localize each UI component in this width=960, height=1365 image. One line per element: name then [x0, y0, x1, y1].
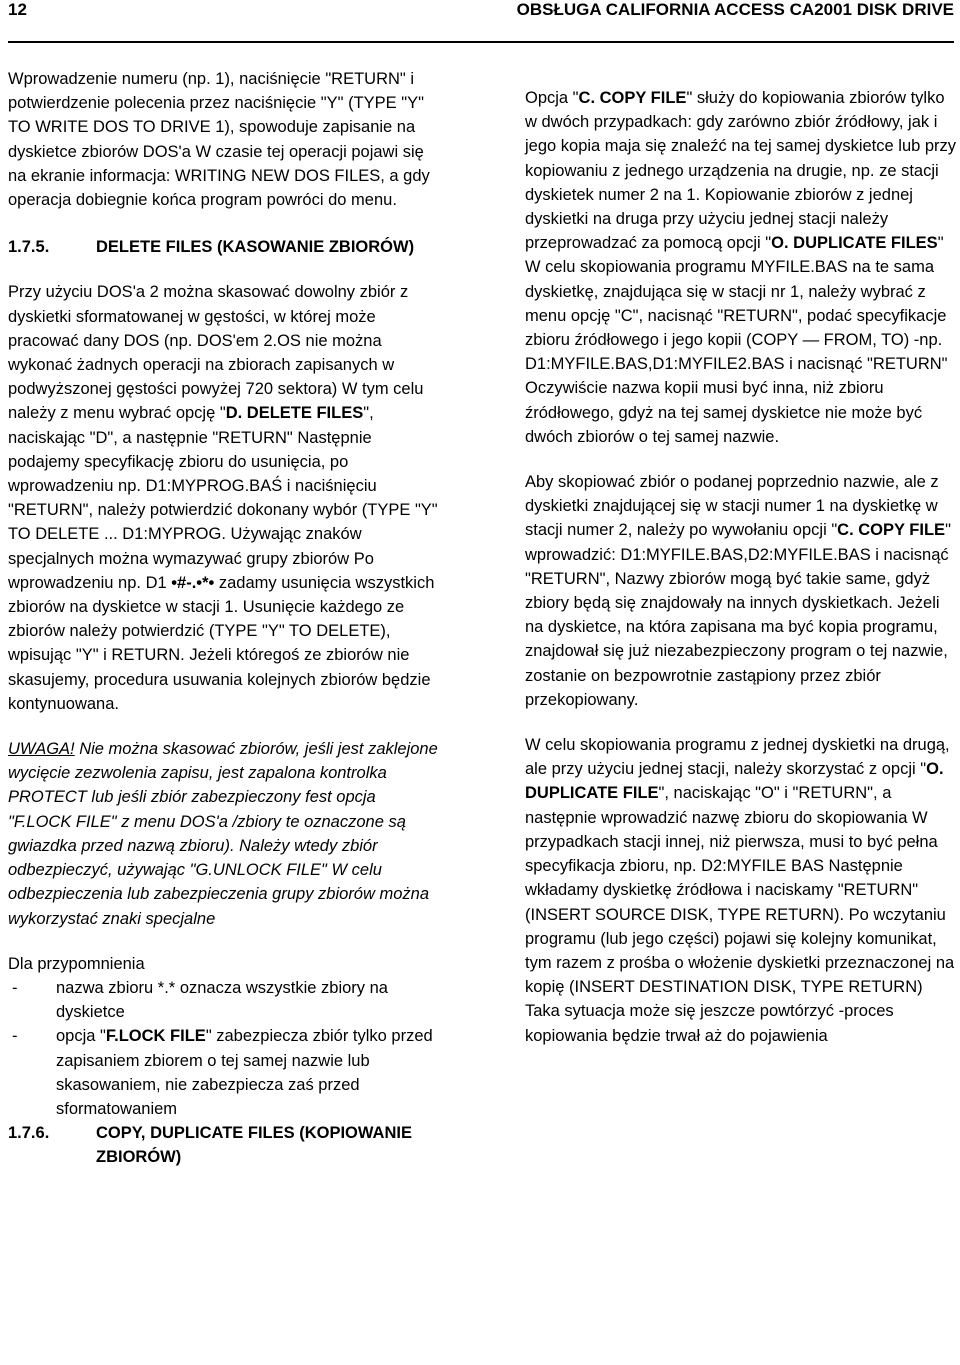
reminder-item: [8, 1024, 438, 1121]
reminder-text-pre: opcja ": [56, 1027, 106, 1046]
copy-text-1: Opcja ": [525, 89, 579, 107]
intro-paragraph: Wprowadzenie numeru (np. 1), naciśnięcie "RETURN" i potwierdzenie polecenia przez naciśnięcie "Y" (TYPE "Y" TO WRITE DOS TO DRIVE 1), spowoduje zapisanie na dyskietce zbiorów DOS'a W czasie tej operacji pojawi się na ekranie informacja: WRITING NEW DOS FILES, a gdy operacja dobiegnie końca program powróci do menu.: [8, 70, 430, 210]
copy-option-label: C. COPY FILE: [578, 89, 687, 107]
dup-text-2: ", naciskając "O" i "RETURN", a następnie wprowadzić nazwę zbioru do skopiowania W przypadkach stacji innej, niż pierwsza, musi to być pełna specyfikacja zbioru, np. D2:MYFILE BAS Następnie wkładamy dyskietkę źródłowa i naciskamy "RETURN" (INSERT SOURCE DISK, TYPE RETURN). Po wczytaniu programu (lub jego części) pojawi się kolejny komunikat, tym razem z prośba o włożenie dyskietki przeznaczonej na kopię (INSERT DESTINATION DISK, TYPE RETURN) Taka sytuacja może się jeszcze powtórzyć -proces kopiowania będzie trwał aż do pojawienia: [525, 784, 955, 1045]
page-number: 12: [8, 0, 27, 19]
duplicate-option-label: O. DUPLICATE FILES: [771, 234, 938, 253]
section-heading-1-7-5: [8, 235, 438, 259]
copy2-text-2: " wprowadzić: D1:MYFILE.BAS,D2:MYFILE.BAS i nacisnąć "RETURN", Nazwy zbiorów mogą być takie same, gdyż zbiory będą się znajdowały na innych dyskietkach. Jeżeli na dyskietce, na która zapisana ma być kopia programu, znajdował się już niezabezpieczony program o tej nazwie, zostanie on bezpowrotnie zastąpiony przez zbiór przekopiowany.: [525, 521, 951, 709]
warning-label: UWAGA!: [8, 740, 75, 759]
dup-text-1: W celu skopiowania programu z jednej dyskietki na drugą, ale przy użyciu jednej stacji, należy skorzystać z opcji ": [525, 736, 950, 779]
reminder-item: [8, 976, 438, 1024]
reminder-text-post: " zabezpiecza zbiór tylko przed zapisaniem zbiorem o tej samej nazwie lub skasowaniem, nie zabezpiecza zaś przed sformatowaniem: [56, 1027, 433, 1118]
copy-text-2: " służy do kopiowania zbiorów tylko w dwóch przypadkach: gdy zarówno zbiór źródłowy, jak i jego kopia maja się znaleźć na tej samej dyskietce lub przy kopiowaniu z jednego urządzenia na drugie, np. ze stacji dyskietek numer 2 na 1. Kopiowanie zbiorów z jednej dyskietki na druga przy użyciu jednej stacji należy przeprowadzać za pomocą opcji ": [525, 89, 957, 253]
page-header: [8, 0, 954, 24]
copy-text-3: " W celu skopiowania programu MYFILE.BAS na te sama dyskietkę, znajdująca się w stacji nr 1, należy wybrać z menu opcję "C", nacisnąć "RETURN", podać specyfikacje zbioru źródłowego i jego kopii (COPY — FROM, TO) -np. D1:MYFILE.BAS,D1:MYFILE2.BAS i nacisnąć "RETURN" Oczywiście nazwa kopii musi być inna, niż zbioru źródłowego, gdyż na tej samej dyskietce nie może być dwóch zbiorów o tej samej nazwie.: [525, 234, 948, 446]
header-title: OBSŁUGA CALIFORNIA ACCESS CA2001 DISK DRIVE: [516, 0, 954, 19]
section-title: DELETE FILES (KASOWANIE ZBIORÓW): [96, 238, 415, 257]
delete-text-1: Przy użyciu DOS'a 2 można skasować dowolny zbiór z dyskietki sformatowanej w gęstości, w której może pracować dany DOS (np. DOS'em 2.OS nie można wykonać żadnych operacji na zbiorach zapisanych w podwyższonej gęstości powyżej 720 sektora) W tym celu należy z menu wybrać opcję ": [8, 283, 424, 423]
copy2-text-1: Aby skopiować zbiór o podanej poprzednio nazwie, ale z dyskietki znajdującej się w stacji numer 1 na dyskietkę w stacji numer 2, należy po wywołaniu opcji ": [525, 473, 939, 540]
reminder-text: [56, 1024, 438, 1121]
copy-file-paragraph: [525, 86, 957, 449]
header-rule: [8, 41, 954, 43]
section-heading-1-7-6: [8, 1121, 438, 1169]
warning-paragraph: [8, 737, 438, 931]
reminder-title: Dla przypomnienia: [8, 954, 145, 973]
delete-text-2: ", naciskając "D", a następnie "RETURN" Następnie podajemy specyfikację zbioru do usunięcia, po wprowadzeniu np. D1:MYPROG.BAŚ i naciśnięciu "RETURN", należy potwierdzić dokonany wybór (TYPE "Y" TO DELETE ... D1:MYPROG. Używając znaków specjalnych można wymazywać grupy zbiorów Po wprowadzeniu np. D1: [8, 404, 438, 592]
dash-bullet: -: [12, 978, 18, 997]
left-column: [8, 67, 438, 1170]
delete-option-label: D. DELETE FILES: [225, 404, 364, 423]
delete-text-3: zadamy usunięcia wszystkich zbiorów na dyskietce w stacji 1. Usunięcie każdego ze zbiorów należy potwierdzić (TYPE "Y" TO DELETE), wpisując "Y" i RETURN. Jeżeli któregoś ze zbiorów nie skasujemy, procedura usuwania kolejnych zbiorów będzie kontynuowana.: [8, 573, 435, 713]
right-column: [525, 86, 957, 1048]
copy-option-label: C. COPY FILE: [837, 521, 946, 540]
dash-bullet: -: [12, 1027, 18, 1046]
lock-option-label: F.LOCK FILE: [105, 1027, 206, 1046]
duplicate-paragraph: [525, 733, 957, 1048]
wildcard-pattern: •#-.•*•: [171, 573, 215, 592]
section-number: 1.7.6.: [8, 1124, 50, 1143]
section-title: COPY, DUPLICATE FILES (KOPIOWANIE ZBIORÓW): [96, 1124, 412, 1167]
copy-between-drives-paragraph: [525, 470, 957, 712]
reminder-text: nazwa zbioru *.* oznacza wszystkie zbiory na dyskietce: [56, 978, 388, 1022]
delete-files-paragraph: [8, 280, 438, 716]
section-number: 1.7.5.: [8, 238, 50, 257]
warning-text: Nie można skasować zbiorów, jeśli jest zaklejone wycięcie zezwolenia zapisu, jest zapalona kontrolka PROTECT lub jeśli zbiór zabezpieczony fest opcja "F.LOCK FILE" z menu DOS'a /zbiory te oznaczone są gwiazdka przed nazwą zbioru). Należy wtedy zbiór odbezpieczyć, używając "G.UNLOCK FILE" W celu odbezpieczenia lub zabezpieczenia grupy zbiorów można wykorzystać znaki specjalne: [8, 740, 438, 928]
duplicate-option-label: O. DUPLICATE FILE: [525, 760, 944, 803]
